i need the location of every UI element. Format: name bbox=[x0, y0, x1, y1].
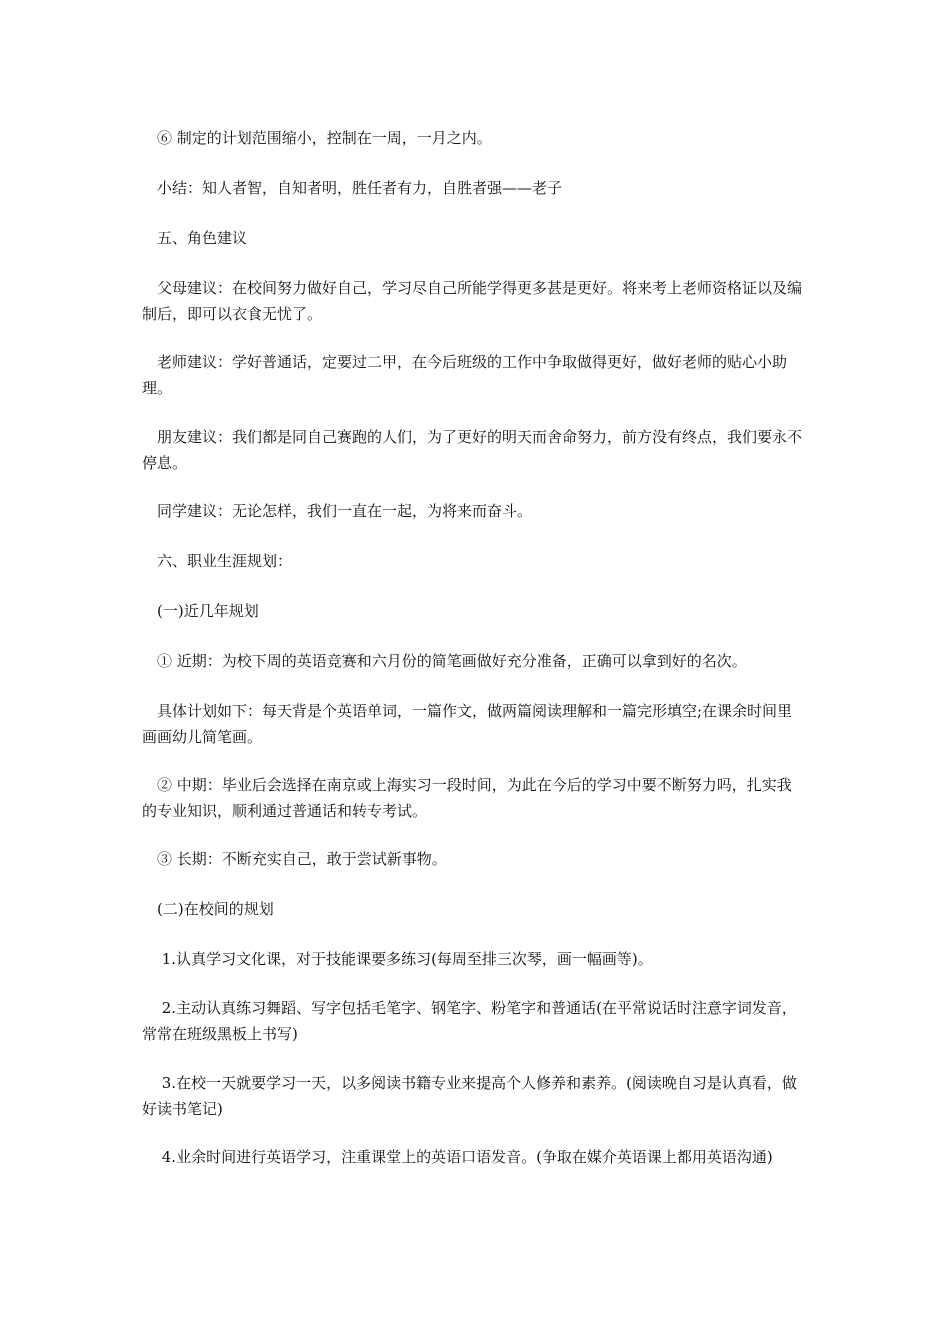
paragraph-friend-advice: 朋友建议：我们都是同自己赛跑的人们，为了更好的明天而舍命努力，前方没有终点，我们要永不停息。 bbox=[142, 428, 803, 472]
paragraph-mid-term: ② 中期：毕业后会选择在南京或上海实习一段时间，为此在今后的学习中要不断努力吗，扎实我的专业知识，顺利通过普通话和转专考试。 bbox=[142, 776, 792, 820]
section-heading-role-advice: 五、角色建议 bbox=[142, 229, 248, 247]
paragraph-long-term: ③ 长期：不断充实自己，敢于尝试新事物。 bbox=[142, 850, 447, 868]
subheading-school-plan: (二)在校间的规划 bbox=[142, 900, 274, 918]
paragraph-teacher-advice: 老师建议：学好普通话，定要过二甲，在今后班级的工作中争取做得更好，做好老师的贴心小助理。 bbox=[142, 353, 788, 397]
paragraph-classmate-advice: 同学建议：无论怎样，我们一直在一起，为将来而奋斗。 bbox=[142, 502, 533, 520]
list-item-4: 4.业余时间进行英语学习，注重课堂上的英语口语发音。(争取在媒介英语课上都用英语沟通) bbox=[142, 1148, 773, 1166]
list-item-1: 1.认真学习文化课，对于技能课要多练习(每周至排三次琴，画一幅画等)。 bbox=[142, 950, 653, 968]
paragraph-plan-scope: ⑥ 制定的计划范围缩小，控制在一周，一月之内。 bbox=[142, 129, 492, 147]
list-item-2: 2.主动认真练习舞蹈、写字包括毛笔字、钢笔字、粉笔字和普通话(在平常说话时注意字词发音，常常在班级黑板上书写) bbox=[142, 999, 797, 1043]
list-item-3: 3.在校一天就要学习一天，以多阅读书籍专业来提高个人修养和素养。(阅读晚自习是认真看，做好读书笔记) bbox=[142, 1074, 797, 1118]
paragraph-short-term: ① 近期：为校下周的英语竞赛和六月份的简笔画做好充分准备，正确可以拿到好的名次。 bbox=[142, 652, 747, 670]
paragraph-summary: 小结：知人者智，自知者明，胜任者有力，自胜者强——老子 bbox=[142, 179, 563, 197]
subheading-recent-years: (一)近几年规划 bbox=[142, 602, 259, 620]
paragraph-detailed-plan: 具体计划如下：每天背是个英语单词，一篇作文，做两篇阅读理解和一篇完形填空;在课余时间里画画幼儿简笔画。 bbox=[142, 702, 793, 746]
section-heading-career-plan: 六、职业生涯规划： bbox=[142, 552, 293, 570]
paragraph-parent-advice: 父母建议：在校间努力做好自己，学习尽自己所能学得更多甚是更好。将来考上老师资格证以及编制后，即可以衣食无忧了。 bbox=[142, 279, 803, 323]
